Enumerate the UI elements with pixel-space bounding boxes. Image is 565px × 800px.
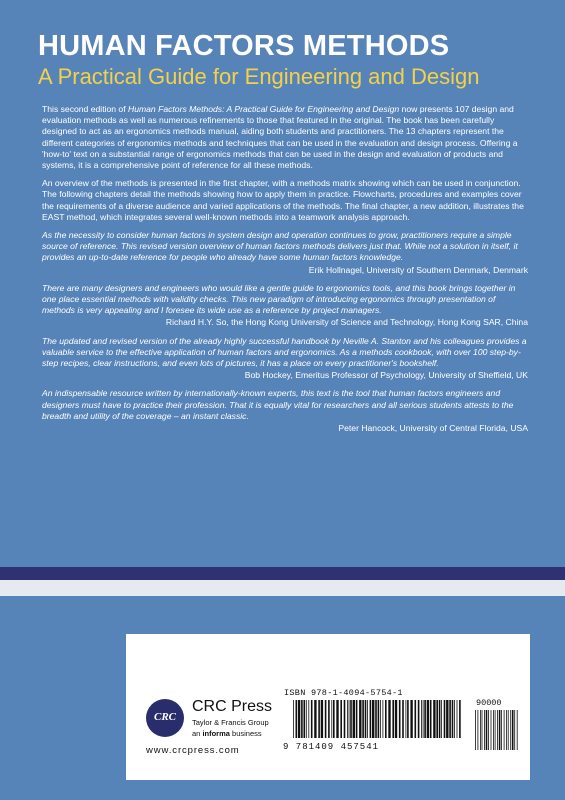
isbn-text: ISBN 978-1-4094-5754-1 xyxy=(284,688,403,698)
barcode-bar xyxy=(304,700,306,738)
barcode-bar xyxy=(423,700,424,738)
barcode-bar xyxy=(298,700,300,738)
barcode-bar xyxy=(336,700,338,738)
barcode-bar xyxy=(430,700,432,738)
barcode-bar xyxy=(293,700,294,738)
barcode-bar xyxy=(356,700,358,738)
barcode-bar xyxy=(372,700,374,738)
barcode-bar xyxy=(301,700,303,738)
barcode-bar xyxy=(321,700,323,738)
barcode-bar xyxy=(353,700,355,738)
publisher-imprint: Taylor & Francis Group xyxy=(192,718,269,727)
barcode-bar xyxy=(499,710,501,750)
endorsement-quote: The updated and revised version of the already highly successful handbook by Neville A. Stanton and his colleagues provides a valuable service to the effective application of human factors and ergonomics. As a methods cookbook, with over 100 step-by-step recipes, clear instructions, and even lots of pictures, it has a place on every practitioner's bookshelf. xyxy=(42,335,527,369)
book-title: HUMAN FACTORS METHODS xyxy=(38,30,450,62)
barcode-bar xyxy=(508,710,509,750)
barcode-bar xyxy=(488,710,489,750)
barcode-bar xyxy=(385,700,387,738)
barcode-bar xyxy=(349,700,350,738)
barcode-bar xyxy=(514,710,515,750)
barcode-bar xyxy=(433,700,435,738)
barcode-bar xyxy=(365,700,367,738)
barcode-bar xyxy=(452,700,454,738)
barcode-bar xyxy=(331,700,332,738)
barcode-bar xyxy=(459,700,461,738)
barcode-bar xyxy=(362,700,364,738)
endorsement-quote: As the necessity to consider human factors in system design and operation continues to grow, practitioners require a simple source of reference. This revised version overview of human factors methods delivers just that. While not a solution in itself, it provides an up-to-date reference for people who already have some human factors knowledge. xyxy=(42,230,518,263)
barcode-bar xyxy=(402,700,404,738)
endorsement-author: Peter Hancock, University of Central Florida, USA xyxy=(338,423,528,434)
publisher-business: an informa business xyxy=(192,729,262,738)
barcode-bar xyxy=(504,710,505,750)
description-paragraph-2: An overview of the methods is presented in the first chapter, with a methods matrix showing which can be used in conjunction. The following chapters detail the methods showing how to apply them in practice. Flowcharts, procedures and examples cover the requirements of a diverse audience and varied applications of the methods. The final chapter, a new addition, illustrates the EAST method, which integrates several well-known methods into a teamwork analysis approach. xyxy=(42,178,524,222)
barcode-bar xyxy=(493,710,494,750)
barcode-bar xyxy=(314,700,316,738)
barcode-bar xyxy=(380,700,381,738)
barcode-bar xyxy=(478,710,479,750)
isbn-barcode xyxy=(292,700,462,738)
barcode-bar xyxy=(388,700,390,738)
publisher-name: CRC Press xyxy=(192,698,273,715)
barcode-bar xyxy=(421,700,422,738)
blurb xyxy=(42,104,528,441)
barcode-bar xyxy=(311,700,313,738)
barcode-bar xyxy=(399,700,401,738)
barcode-bar xyxy=(517,710,518,750)
barcode-bar xyxy=(457,700,458,738)
barcode-bar xyxy=(501,710,502,750)
barcode-bar xyxy=(347,700,348,738)
book-subtitle: A Practical Guide for Engineering and Design xyxy=(38,64,480,89)
barcode-digits: 9 781409 457541 xyxy=(283,742,380,752)
barcode-bar xyxy=(449,700,451,738)
barcode-bar xyxy=(510,710,511,750)
barcode-bar xyxy=(418,700,420,738)
barcode-bar xyxy=(367,700,368,738)
publisher-url: www.crcpress.com xyxy=(146,745,240,756)
barcode-bar xyxy=(325,700,327,738)
barcode-bar xyxy=(359,700,361,738)
barcode-bar xyxy=(512,710,514,750)
barcode-bar xyxy=(328,700,330,738)
barcode-bar xyxy=(333,700,335,738)
barcode-bar xyxy=(436,700,438,738)
barcode-bar xyxy=(444,700,446,738)
endorsement-quote: An indispensable resource written by internationally-known experts, this text is the tool that human factors engineers and designers must have to practice their profession. That it is equally vital for researchers and all serious students attests to the breadth and utility of the coverage – an instant classic. xyxy=(42,388,514,421)
addon-barcode xyxy=(474,710,518,750)
barcode-bar xyxy=(424,700,426,738)
barcode-bar xyxy=(392,700,394,738)
navy-band xyxy=(0,567,565,580)
barcode-bar xyxy=(484,710,485,750)
light-band xyxy=(0,580,565,596)
barcode-bar xyxy=(406,700,407,738)
barcode-bar xyxy=(427,700,429,738)
barcode-bar xyxy=(497,710,498,750)
barcode-bar xyxy=(415,700,417,738)
barcode-bar xyxy=(350,700,352,738)
description-paragraph-1: This second edition of Human Factors Methods: A Practical Guide for Engineering and Design now presents 107 design and evaluation methods as well as numerous refinements to those that featured in the original. The book has been carefully designed to act as an ergonomics methods manual, aiding both students and practitioners. The 13 chapters represent the different categories of ergonomics methods and techniques that can be used in the evaluation and design process. Offering a 'how-to' text on a substantial range of ergonomics methods that can be used in the design and evaluation of products and systems, it is a comprehensive point of reference for all these methods. xyxy=(42,104,518,171)
barcode-bar xyxy=(296,700,298,738)
endorsement-author: Richard H.Y. So, the Hong Kong University of Science and Technology, Hong Kong SAR, China xyxy=(165,317,528,328)
crc-logo-icon: CRC xyxy=(146,699,184,737)
barcode-bar xyxy=(454,700,455,738)
barcode-bar xyxy=(495,710,496,750)
barcode-bar xyxy=(395,700,397,738)
barcode-bar xyxy=(506,710,507,750)
book-title-inline: Human Factors Methods: A Practical Guide for Engineering and Design xyxy=(128,104,400,114)
barcode-bar xyxy=(446,700,448,738)
barcode-bar xyxy=(344,700,346,738)
barcode-addon-code: 90000 xyxy=(476,698,502,708)
barcode-bar xyxy=(410,700,412,738)
endorsement-author: Bob Hockey, Emeritus Professor of Psychology, University of Sheffield, UK xyxy=(244,370,528,381)
barcode-bar xyxy=(480,710,481,750)
barcode-bar xyxy=(475,710,476,750)
barcode-bar xyxy=(439,700,441,738)
barcode-bar xyxy=(491,710,492,750)
barcode-bar xyxy=(486,710,488,750)
barcode-bar xyxy=(306,700,307,738)
barcode-bar xyxy=(375,700,377,738)
barcode-bar xyxy=(318,700,320,738)
endorsement-author: Erik Hollnagel, University of Southern Denmark, Denmark xyxy=(308,264,528,275)
barcode-bar xyxy=(378,700,380,738)
barcode-bar xyxy=(308,700,309,738)
barcode-bar xyxy=(407,700,409,738)
barcode-bar xyxy=(441,700,442,738)
barcode-bar xyxy=(383,700,384,738)
endorsement-quote: There are many designers and engineers who would like a gentle guide to ergonomics tools, and this book brings together in one place essential methods with validity checks. This new paradigm of introducing ergonomics through presentation of methods is very appealing and I foresee its wide use as a reference by project managers. xyxy=(42,282,516,316)
barcode-bar xyxy=(340,700,342,738)
barcode-bar xyxy=(482,710,483,750)
barcode-bar xyxy=(370,700,372,738)
